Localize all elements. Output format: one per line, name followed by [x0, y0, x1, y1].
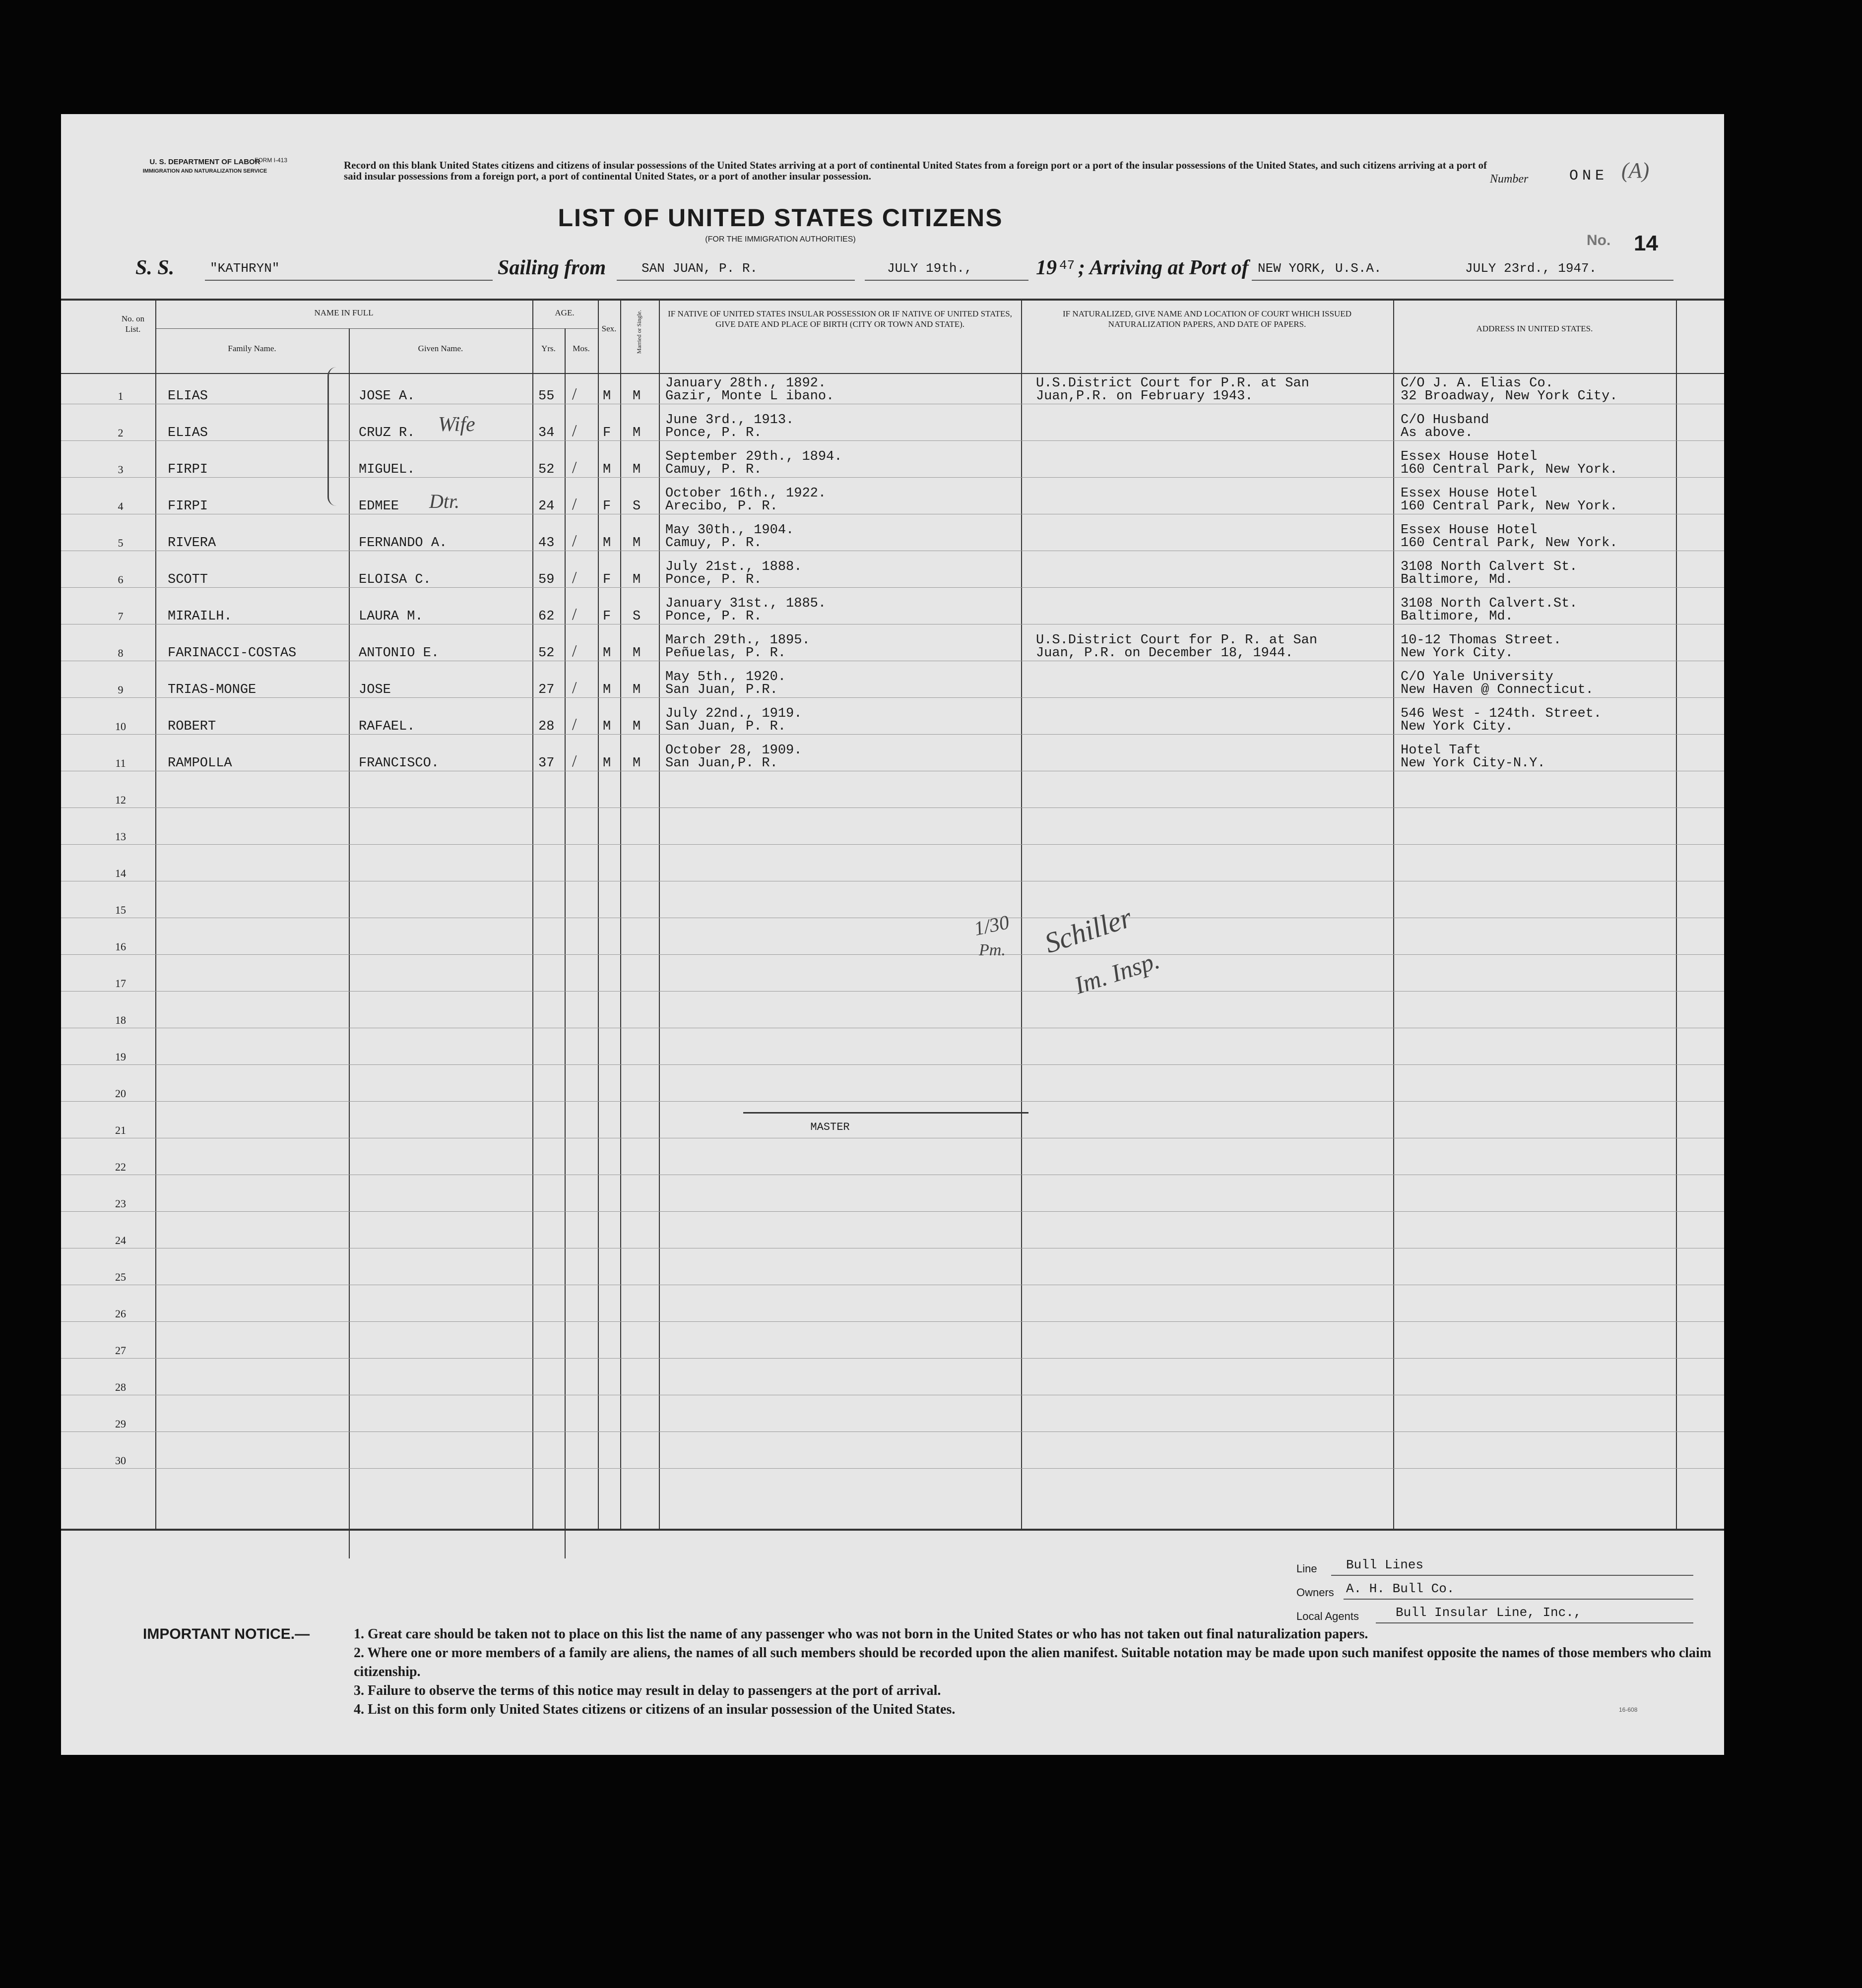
passenger-table	[61, 299, 1724, 1533]
print-code: 16-608	[1619, 1706, 1638, 1713]
marital-status: M	[633, 572, 641, 587]
sex: F	[603, 426, 611, 440]
address-line-1: C/O J. A. Elias Co.	[1401, 376, 1553, 391]
marital-status: M	[633, 536, 641, 551]
age-years: 24	[538, 499, 555, 514]
age-months-mark: /	[572, 568, 577, 587]
line-value: Bull Lines	[1346, 1557, 1424, 1572]
row-number: 21	[115, 1124, 126, 1136]
row-number: 24	[115, 1234, 126, 1246]
given-name: LAURA M.	[359, 609, 423, 624]
row-number: 7	[118, 610, 124, 622]
address-line-1: Essex House Hotel	[1401, 449, 1538, 464]
given-name: JOSE	[359, 683, 391, 697]
row-rule	[61, 991, 1724, 992]
sex: F	[603, 609, 611, 624]
master-signature-line	[743, 1112, 1028, 1114]
row-rule	[61, 1468, 1724, 1469]
row-number: 13	[115, 830, 126, 843]
row-number: 11	[115, 757, 126, 769]
row-rule	[61, 697, 1724, 698]
row-rule	[61, 844, 1724, 845]
row-number: 30	[115, 1454, 126, 1467]
naturalization-date: Juan,P.R. on February 1943.	[1036, 389, 1253, 404]
notice-4: 4. List on this form only United States citizens or citizens of an insular possession of the United States.	[354, 1702, 956, 1717]
address-line-2: 160 Central Park, New York.	[1401, 462, 1618, 477]
birth-date: January 31st., 1885.	[665, 596, 827, 611]
number-value: ONE	[1569, 168, 1608, 185]
row-number: 16	[115, 940, 126, 953]
manifest-page	[61, 114, 1724, 1755]
birth-date: October 16th., 1922.	[665, 486, 827, 501]
col-divider	[155, 299, 156, 1529]
col-divider	[659, 299, 660, 1529]
birth-place: Camuy, P. R.	[665, 536, 762, 551]
marital-status: M	[633, 719, 641, 734]
birth-place: San Juan, P. R.	[665, 719, 786, 734]
ship-line	[205, 280, 493, 281]
row-rule	[61, 954, 1724, 955]
notice-1: 1. Great care should be taken not to place on this list the name of any passenger who was not born in the United States or who has not taken out final naturalization papers.	[354, 1626, 1368, 1642]
marital-status: M	[633, 646, 641, 661]
row-number: 19	[115, 1051, 126, 1063]
age-months-mark: /	[572, 679, 577, 697]
header-name-in-full: NAME IN FULL	[314, 308, 374, 317]
notice-2: 2. Where one or more members of a family are aliens, the names of all such members should be recorded upon the alien manifest. Suitable notation may be made upon such manifest opposite the names of those members who claim citizenship.	[354, 1645, 1712, 1679]
given-name: RAFAEL.	[359, 719, 415, 734]
arrival-port-line	[1252, 280, 1465, 281]
notice-title: IMPORTANT NOTICE.—	[143, 1626, 310, 1642]
age-years: 59	[538, 572, 555, 587]
header-age: AGE.	[555, 308, 575, 317]
page-title: LIST OF UNITED STATES CITIZENS	[558, 204, 1003, 232]
col-divider	[532, 299, 533, 1529]
age-years: 52	[538, 646, 555, 661]
row-number: 28	[115, 1381, 126, 1393]
age-months-mark: /	[572, 605, 577, 623]
row-number: 29	[115, 1418, 126, 1430]
birth-place: Ponce, P. R.	[665, 609, 762, 624]
inspector-title: Im. Insp.	[1071, 946, 1163, 999]
given-name: FERNANDO A.	[359, 536, 448, 551]
sex: M	[603, 719, 611, 734]
col-divider	[349, 328, 350, 1558]
given-name: FRANCISCO.	[359, 756, 440, 771]
address-line-2: 32 Broadway, New York City.	[1401, 389, 1618, 404]
line-label: Line	[1296, 1562, 1317, 1575]
sailing-line	[617, 280, 855, 281]
family-name: ROBERT	[168, 719, 216, 734]
marital-status: M	[633, 462, 641, 477]
age-years: 34	[538, 426, 555, 440]
row-number: 18	[115, 1014, 126, 1026]
family-name: TRIAS-MONGE	[168, 683, 257, 697]
header-address: ADDRESS IN UNITED STATES.	[1476, 324, 1593, 333]
birth-date: May 30th., 1904.	[665, 523, 794, 538]
birth-place: Ponce, P. R.	[665, 572, 762, 587]
sex: M	[603, 683, 611, 697]
family-name: FARINACCI-COSTAS	[168, 646, 297, 661]
number-label: Number	[1490, 173, 1529, 186]
age-years: 43	[538, 536, 555, 551]
page-number-prefix: No.	[1587, 232, 1611, 248]
age-years: 37	[538, 756, 555, 771]
given-name: JOSE A.	[359, 389, 415, 404]
marital-status: M	[633, 389, 641, 404]
sailing-date-line	[865, 280, 1028, 281]
given-name: CRUZ R.	[359, 426, 415, 440]
ship-name: "KATHRYN"	[210, 261, 280, 276]
family-name: ELIAS	[168, 389, 208, 404]
header-naturalized: IF NATURALIZED, GIVE NAME AND LOCATION OF COURT WHICH ISSUED NATURALIZATION PAPERS, AND DATE OF PAPERS.	[1062, 309, 1351, 329]
address-line-1: C/O Husband	[1401, 413, 1489, 428]
col-divider	[1021, 299, 1022, 1529]
birth-date: May 5th., 1920.	[665, 670, 786, 684]
line-underline	[1331, 1575, 1693, 1576]
daughter-annotation: Dtr.	[429, 490, 460, 512]
marital-status: S	[633, 609, 641, 624]
year-prefix: 19	[1036, 256, 1057, 279]
address-line-2: As above.	[1401, 426, 1473, 440]
row-rule	[61, 1431, 1724, 1432]
arrival-port: NEW YORK, U.S.A.	[1258, 261, 1382, 276]
given-name: EDMEE	[359, 499, 399, 514]
agents-value: Bull Insular Line, Inc.,	[1396, 1605, 1582, 1620]
department-name: U. S. DEPARTMENT OF LABOR	[149, 158, 260, 166]
row-rule	[61, 1321, 1724, 1322]
birth-place: Ponce, P. R.	[665, 426, 762, 440]
row-number: 3	[118, 463, 124, 476]
row-number: 15	[115, 904, 126, 916]
master-label: MASTER	[810, 1121, 850, 1133]
birth-place: Arecibo, P. R.	[665, 499, 778, 514]
age-months-mark: /	[572, 458, 577, 477]
birth-place: San Juan, P.R.	[665, 683, 778, 697]
address-line-2: New York City-N.Y.	[1401, 756, 1545, 771]
row-number: 5	[118, 537, 124, 549]
marital-status: M	[633, 756, 641, 771]
header-bottom-rule	[61, 373, 1724, 374]
age-years: 27	[538, 683, 555, 697]
header-years: Yrs.	[541, 344, 556, 353]
row-number: 20	[115, 1087, 126, 1100]
row-rule	[61, 440, 1724, 441]
age-months-mark: /	[572, 715, 577, 734]
header-family-name: Family Name.	[228, 344, 276, 353]
row-number: 6	[118, 573, 124, 586]
owners-underline	[1344, 1599, 1693, 1600]
age-months-mark: /	[572, 495, 577, 513]
row-rule	[61, 1358, 1724, 1359]
service-name: IMMIGRATION AND NATURALIZATION SERVICE	[142, 168, 267, 174]
marital-status: M	[633, 683, 641, 697]
row-number: 14	[115, 867, 126, 879]
birth-date: September 29th., 1894.	[665, 449, 842, 464]
row-number: 8	[118, 647, 124, 659]
name-header-rule	[155, 328, 583, 329]
row-number: 4	[118, 500, 124, 512]
family-name: FIRPI	[168, 499, 208, 514]
birth-place: San Juan,P. R.	[665, 756, 778, 771]
family-name: MIRAILH.	[168, 609, 232, 624]
row-number: 10	[115, 720, 126, 733]
age-years: 62	[538, 609, 555, 624]
address-line-1: Essex House Hotel	[1401, 486, 1538, 501]
address-line-1: 3108 North Calvert.St.	[1401, 596, 1578, 611]
row-number: 2	[118, 427, 124, 439]
given-name: MIGUEL.	[359, 462, 415, 477]
sailing-port: SAN JUAN, P. R.	[642, 261, 758, 276]
address-line-1: Essex House Hotel	[1401, 523, 1538, 538]
form-number: FORM I-413	[255, 157, 288, 164]
table-top-rule	[61, 299, 1724, 301]
row-number: 17	[115, 977, 126, 990]
given-name: ANTONIO E.	[359, 646, 440, 661]
address-line-2: New York City.	[1401, 719, 1513, 734]
row-number: 12	[115, 794, 126, 806]
col-divider	[598, 299, 599, 1529]
age-months-mark: /	[572, 422, 577, 440]
sex: M	[603, 462, 611, 477]
number-handwritten: (A)	[1621, 158, 1650, 183]
sex: M	[603, 756, 611, 771]
age-years: 55	[538, 389, 555, 404]
row-number: 25	[115, 1271, 126, 1283]
time-annotation: 1/30	[972, 911, 1012, 940]
agents-label: Local Agents	[1296, 1610, 1359, 1622]
arrival-date: JULY 23rd., 1947.	[1465, 261, 1597, 276]
col-divider	[620, 299, 621, 1529]
notice-3: 3. Failure to observe the terms of this notice may result in delay to passengers at the port of arrival.	[354, 1683, 941, 1698]
arrival-date-line	[1465, 280, 1673, 281]
sex: M	[603, 389, 611, 404]
row-rule	[61, 734, 1724, 735]
birth-date: October 28, 1909.	[665, 743, 802, 758]
family-name: FIRPI	[168, 462, 208, 477]
row-rule	[61, 1211, 1724, 1212]
row-number: 27	[115, 1344, 126, 1357]
page-number: 14	[1634, 231, 1658, 255]
given-name: ELOISA C.	[359, 572, 431, 587]
marital-status: S	[633, 499, 641, 514]
row-rule	[61, 1101, 1724, 1102]
intro-text: Record on this blank United States citizens and citizens of insular possessions of the United States arriving at a port of continental United States from a foreign port or a port of the insular possessions of the United States, and such citizens arriving at a port of said insular possessions from a foreign port, a port of continental United States, or a port of another insular possession.	[344, 159, 1487, 182]
table-bottom-rule	[61, 1529, 1724, 1531]
address-line-1: C/O Yale University	[1401, 670, 1553, 684]
time-annotation-pm: Pm.	[979, 941, 1006, 959]
header-no: No. on List.	[121, 314, 145, 334]
row-number: 23	[115, 1197, 126, 1210]
birth-date: March 29th., 1895.	[665, 633, 810, 648]
birth-place: Peñuelas, P. R.	[665, 646, 786, 661]
wife-annotation: Wife	[438, 413, 475, 436]
age-months-mark: /	[572, 642, 577, 660]
address-line-1: 546 West - 124th. Street.	[1401, 706, 1602, 721]
row-rule	[61, 1064, 1724, 1065]
row-rule	[61, 477, 1724, 478]
header-birth: IF NATIVE OF UNITED STATES INSULAR POSSESSION OR IF NATIVE OF UNITED STATES, GIVE DATE AND PLACE OF BIRTH (CITY OR TOWN AND STATE).	[668, 309, 1012, 329]
sex: F	[603, 572, 611, 587]
age-months-mark: /	[572, 752, 577, 770]
age-years: 28	[538, 719, 555, 734]
family-name: SCOTT	[168, 572, 208, 587]
birth-date: June 3rd., 1913.	[665, 413, 794, 428]
age-months-mark: /	[572, 532, 577, 550]
owners-value: A. H. Bull Co.	[1346, 1581, 1455, 1596]
year-suffix: 47	[1059, 258, 1075, 273]
inspector-signature: Schiller	[1040, 901, 1136, 960]
family-name: RAMPOLLA	[168, 756, 232, 771]
address-line-1: Hotel Taft	[1401, 743, 1481, 758]
family-name: ELIAS	[168, 426, 208, 440]
header-months: Mos.	[573, 344, 590, 353]
page-subtitle: (FOR THE IMMIGRATION AUTHORITIES)	[705, 235, 856, 244]
sex: M	[603, 646, 611, 661]
header-sex: Sex.	[601, 324, 617, 333]
row-number: 1	[118, 390, 124, 402]
birth-place: Camuy, P. R.	[665, 462, 762, 477]
birth-date: January 28th., 1892.	[665, 376, 827, 391]
col-divider	[1393, 299, 1394, 1529]
arriving-label: ; Arriving at Port of	[1078, 256, 1249, 279]
agents-underline	[1376, 1622, 1693, 1623]
birth-date: July 22nd., 1919.	[665, 706, 802, 721]
sailing-label: Sailing from	[498, 256, 606, 279]
birth-date: July 21st., 1888.	[665, 559, 802, 574]
naturalization-date: Juan, P.R. on December 18, 1944.	[1036, 646, 1293, 661]
age-years: 52	[538, 462, 555, 477]
address-line-2: 160 Central Park, New York.	[1401, 499, 1618, 514]
sex: F	[603, 499, 611, 514]
row-number: 9	[118, 683, 124, 696]
address-line-2: New York City.	[1401, 646, 1513, 661]
row-rule	[61, 587, 1724, 588]
col-divider	[1676, 299, 1677, 1529]
row-number: 22	[115, 1161, 126, 1173]
address-line-2: Baltimore, Md.	[1401, 572, 1513, 587]
family-bracket	[327, 367, 340, 506]
row-number: 26	[115, 1307, 126, 1320]
naturalization-court: U.S.District Court for P.R. at San	[1036, 376, 1309, 391]
header-married-single: Married or Single.	[636, 310, 642, 354]
address-line-2: 160 Central Park, New York.	[1401, 536, 1618, 551]
owners-label: Owners	[1296, 1586, 1334, 1599]
address-line-1: 10-12 Thomas Street.	[1401, 633, 1562, 648]
address-line-1: 3108 North Calvert St.	[1401, 559, 1578, 574]
family-name: RIVERA	[168, 536, 216, 551]
sailing-date: JULY 19th.,	[887, 261, 972, 276]
ss-label: S. S.	[135, 256, 175, 279]
address-line-2: Baltimore, Md.	[1401, 609, 1513, 624]
birth-place: Gazir, Monte L ibano.	[665, 389, 835, 404]
sex: M	[603, 536, 611, 551]
header-given-name: Given Name.	[418, 344, 463, 353]
age-months-mark: /	[572, 385, 577, 403]
naturalization-court: U.S.District Court for P. R. at San	[1036, 633, 1318, 648]
col-divider	[565, 328, 566, 1558]
marital-status: M	[633, 426, 641, 440]
address-line-2: New Haven @ Connecticut.	[1401, 683, 1594, 697]
